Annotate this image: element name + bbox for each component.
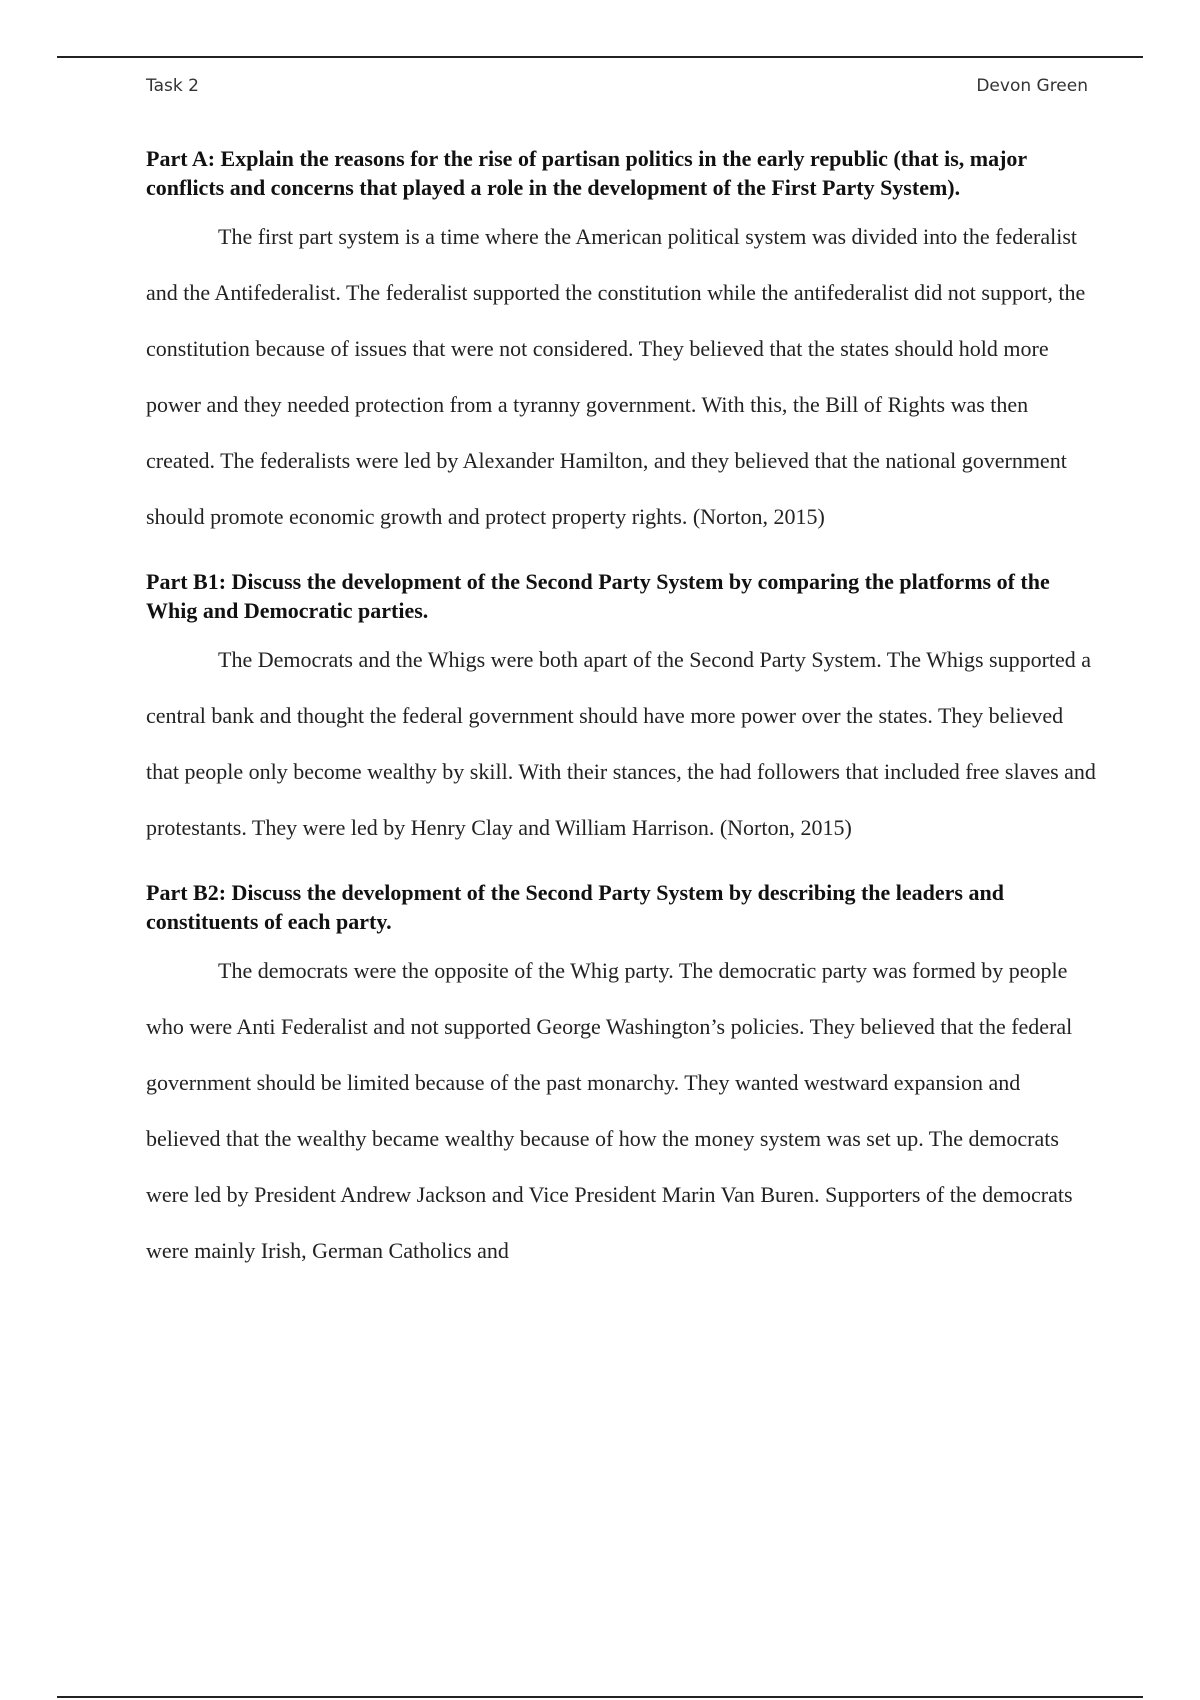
section-part-b2 xyxy=(146,878,1096,1279)
section-heading: Part B1: Discuss the development of the Second Party System by comparing the platforms of the Whig and Democratic parties. xyxy=(146,569,1050,623)
section-part-b1 xyxy=(146,567,1096,856)
top-rule xyxy=(57,56,1143,58)
section-paragraph: The Democrats and the Whigs were both apart of the Second Party System. The Whigs supported a central bank and thought the federal government should have more power over the states. They believed that people only become wealthy by skill. With their stances, the had followers that included free slaves and protestants. They were led by Henry Clay and William Harrison. (Norton, 2015) xyxy=(146,647,1096,840)
section-heading: Part A: Explain the reasons for the rise of partisan politics in the early republic (that is, major conflicts and concerns that played a role in the development of the First Party System). xyxy=(146,146,1027,200)
bottom-rule xyxy=(57,1696,1143,1698)
header-task-label: Task 2 xyxy=(146,76,199,96)
section-paragraph: The first part system is a time where the American political system was divided into the federalist and the Antifederalist. The federalist supported the constitution while the antifederalist did not support, the constitution because of issues that were not considered. They believed that the states should hold more power and they needed protection from a tyranny government. With this, the Bill of Rights was then created. The federalists were led by Alexander Hamilton, and they believed that the national government should promote economic growth and protect property rights. (Norton, 2015) xyxy=(146,224,1086,529)
section-part-a xyxy=(146,144,1096,545)
header-author-name: Devon Green xyxy=(976,76,1088,96)
document-body xyxy=(146,144,1096,1279)
section-heading: Part B2: Discuss the development of the Second Party System by describing the leaders and constituents of each party. xyxy=(146,880,1004,934)
section-paragraph: The democrats were the opposite of the Whig party. The democratic party was formed by people who were Anti Federalist and not supported George Washington’s policies. They believed that the federal government should be limited because of the past monarchy. They wanted westward expansion and believed that the wealthy became wealthy because of how the money system was set up. The democrats were led by President Andrew Jackson and Vice President Marin Van Buren. Supporters of the democrats were mainly Irish, German Catholics and xyxy=(146,958,1073,1263)
page-header xyxy=(146,76,1088,100)
